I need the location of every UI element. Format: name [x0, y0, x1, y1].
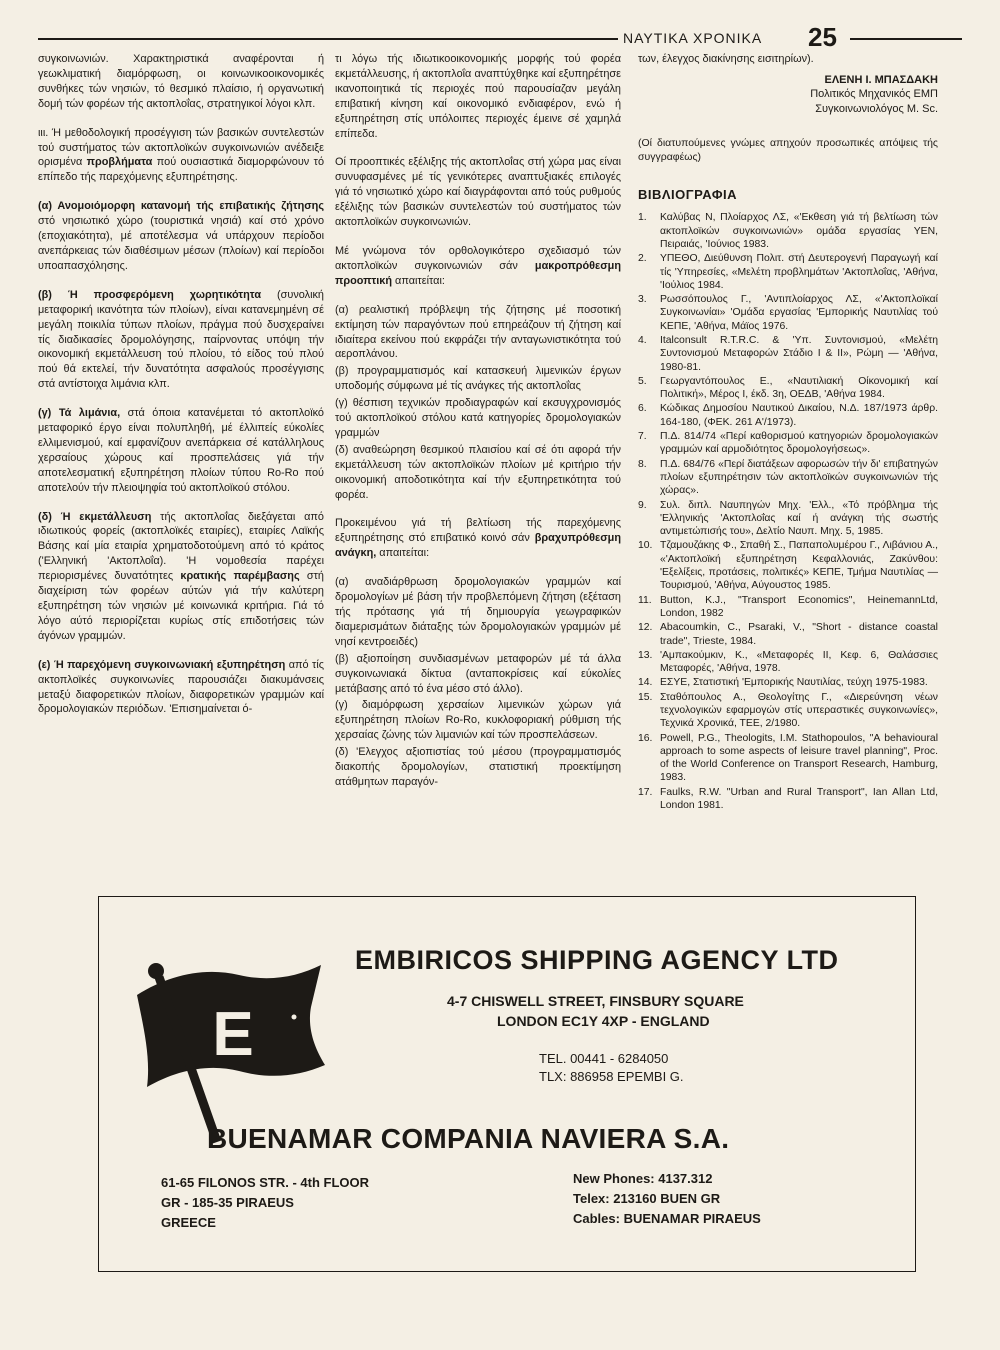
company-name-embiricos: EMBIRICOS SHIPPING AGENCY LTD — [355, 945, 839, 975]
bibliography-text: ΥΠΕΘΟ, Διεύθυνση Πολιτ. στή Δευτερογενή Παραγωγή καί τίς 'Υπηρεσίες, «Μελέτη προβλημάτων 'Ακτοπλοΐας, 'Αθήνα, 'Ιούλιος 1984. — [660, 253, 938, 291]
author-signature — [638, 73, 938, 117]
bibliography-number: 9. — [638, 499, 647, 511]
advertisement — [98, 896, 916, 1272]
bibliography-text: Ρωσσόπουλος Γ., 'Αντιπλοίαρχος ΛΣ, «'Ακτοπλοϊκαί Συγκοινωνίαι» 'Ομάδα εργασίας 'Εμπορικής Ναυτιλίας τού ΚΕΠΕ, 'Αθήνα, Μάϊος 1976. — [660, 294, 938, 332]
bibliography-item — [638, 402, 938, 429]
bibliography-number: 1. — [638, 212, 647, 224]
list-item: (δ) 'Ελεγχος αξιοπιστίας τού μέσου (προγραμματισμός διακοπής δρομολογίων, στατιστική προεκτίμηση ατάθμητων παραγόν- — [335, 746, 621, 788]
bibliography-item — [638, 499, 938, 539]
list-item: (α) αναδιάρθρωση δρομολογιακών γραμμών καί δρομολογίων μέ βάση τήν προβλεπόμενη ζήτηση (εξέταση τής πρότασης γιά τή δημιουργία γεωγραφικών διαμερισμάτων διάταξης τών δρομολογιακών γραμμών μέ νησί κεντροειδές) — [335, 576, 621, 648]
bibliography-item — [638, 430, 938, 457]
bibliography-number: 8. — [638, 458, 647, 470]
telephone: TEL. 00441 - 6284050 — [539, 1051, 669, 1066]
bibliography-text: 'Αμπακούμκιν, Κ., «Μεταφορές ΙΙ, Κεφ. 6, Θαλάσσιες Μεταφορές, 'Αθήνα, 1978. — [660, 649, 938, 675]
bibliography-item — [638, 621, 938, 648]
bibliography-number: 12. — [638, 622, 653, 634]
list-item: (β) αξιοποίηση συνδιασμένων μεταφορών μέ τά άλλα συγκοινωνιακά δίκτυα (ανταποκρίσεις καί εύκολίες μετάβασης από τό ένα μέσο στό άλλο). — [335, 652, 621, 695]
article-column-1 — [38, 52, 324, 731]
bibliography-text: Γεωργαντόπουλος Ε., «Ναυτιλιακή Οίκονομική καί Πολιτική», Μέρος Ι, έκδ. 3η, ΟΕΔΒ, 'Αθήνα 1984. — [660, 375, 938, 401]
list-item: (β) προγραμματισμός καί κατασκευή λιμενικών έργων υποδομής σύμφωνα μέ τίς ανάγκες τής ακτοπλοΐας — [335, 365, 621, 393]
cables: Cables: BUENAMAR PIRAEUS — [573, 1211, 761, 1226]
bibliography-text: Τζαμουζάκης Φ., Σπαθή Σ., Παπαπολυμέρου Γ., Λιβάνιου Α., «'Ακτοπλοϊκή εξυπηρέτηση Κεφαλλονιάς, Ζακύνθου: 'Εξελίξεις, προτάσεις, πολιτικές» ΚΕΠΕ, Τμήμα Ναυτιλίας — Τουρισμού, 'Αθήνα, Αύγουστος 1985. — [660, 540, 938, 592]
paragraph: ιιι. Ή μεθοδολογική προσέγγιση τών βασικών συντελεστών τού συστήματος τών ακτοπλοϊκών συγκοινωνιών ανέδειξε ορισμένα προβλήματα πού ουσιαστικά διαμορφώνουν τό επίπεδο τής παρεχόμενης εξυπηρέτησης. — [38, 126, 324, 184]
bibliography-item — [638, 732, 938, 785]
bibliography-number: 4. — [638, 334, 647, 346]
bibliography-item — [638, 676, 938, 689]
address-line: 61-65 FILONOS STR. - 4th FLOOR — [161, 1175, 370, 1190]
paragraph: των, έλεγχος διακίνησης εισιτηρίων). — [638, 53, 814, 65]
bibliography-item — [638, 211, 938, 251]
bibliography-item — [638, 649, 938, 676]
bibliography-item — [638, 786, 938, 813]
paragraph: (β) Ή προσφερόμενη χωρητικότητα (συνολική μεταφορική ικανότητα τών πλοίων), είναι κατανεμημένη σέ μεγάλη ποικιλία τύπων πλοίων, πράγμα πού δυσχεραίνει τίς διαδικασίες δρομολόγησης, παίρνοντας υπόψη τήν οικονομική εκμετάλλευση τού πλοίου, τό είδος τού πλού πού θά εκτελεί, τήν δυνατότητα ασφαλούς προσέγγισης στά αντίστοιχα λιμάνια κλπ. — [38, 288, 324, 391]
bibliography-item — [638, 594, 938, 621]
paragraph: (α) Ανομοιόμορφη κατανομή τής επιβατικής ζήτησης στό νησιωτικό χώρο (τουριστικά νησιά) καί στό χρόνο (εποχιακότητα), μέ αποτέλεσμα νά υπάρχουν περίοδοι ανεπάρκειας τών διαθέσιμων μέσων (πλοίων) καί περίοδοι υποαπασχόλησης. — [38, 200, 324, 272]
author-title: Συγκοινωνιολόγος M. Sc. — [815, 102, 938, 115]
bibliography-number: 13. — [638, 649, 653, 661]
bibliography-item — [638, 691, 938, 731]
paragraph: (ε) Ή παρεχόμενη συγκοινωνιακή εξυπηρέτηση από τίς ακτοπλοϊκές συγκοινωνίες παρουσιάζει διακυμάνσεις μεταξύ διαφορετικών πλοίων, διαφορετικών γραμμών καί δρομολογιακών περιόδων. 'Επισημαίνεται ό- — [38, 658, 325, 716]
address-line: GR - 185-35 PIRAEUS — [161, 1195, 294, 1210]
bibliography-number: 14. — [638, 677, 653, 689]
bibliography-text: Σταθόπουλος Α., Θεολογίτης Γ., «Διερεύνηση νέων τεχνολογικών εφαρμογών στίς υπεραστικές συγκοινωνίες», Τεχνικά Χρονικά, ΤΕΕ, 2/1980. — [660, 691, 938, 730]
paragraph: Μέ γνώμονα τόν ορθολογικότερο σχεδιασμό τών ακτοπλοϊκών συγκοινωνιών σάν μακροπρόθεσμη προοπτική απαιτείται: — [335, 244, 621, 287]
bibliography-number: 10. — [638, 540, 653, 552]
bibliography-number: 3. — [638, 294, 647, 306]
header-rule-left — [38, 38, 618, 40]
bibliography-item — [638, 293, 938, 333]
bibliography-number: 5. — [638, 375, 647, 387]
author-name: ΕΛΕΝΗ Ι. ΜΠΑΣΔΑΚΗ — [824, 73, 938, 86]
bibliography-item — [638, 539, 938, 592]
bibliography-heading: ΒΙΒΛΙΟΓΡΑΦΙΑ — [638, 187, 738, 203]
author-title: Πολιτικός Μηχανικός ΕΜΠ — [810, 88, 938, 101]
list-item: (γ) διαμόρφωση χερσαίων λιμενικών χώρων γιά εξυπηρέτηση πλοίων Ro-Ro, κυκλοφοριακή ρύθμιση τής χερσαίας ζώνης τών λιμανιών καί τών προσπελάσεων. — [335, 699, 621, 742]
bibliography-item — [638, 334, 938, 374]
bibliography-text: Powell, P.G., Theologits, I.M. Stathopoulos, "A behavioural approach to some aspects of leisure travel planning", Proc. of the World Conference on Transport Research, Hamburg, 1983. — [660, 732, 938, 784]
address-line: LONDON EC1Y 4XP - ENGLAND — [497, 1013, 710, 1029]
paragraph: Οί προοπτικές εξέλιξης τής ακτοπλοΐας στή χώρα μας είναι συνυφασμένες μέ τίς γενικότερες αναπτυξιακές επιλογές γιά τό νησιωτικό χώρο καί διαγράφονται από τούς ρυθμούς εξέλιξης τών βασικών συντελεστών τού συστήματος τών ακτοπλοϊκών συγκοινωνιών. — [335, 156, 621, 229]
bibliography-text: Button, K.J., "Transport Economics", HeinemannLtd, London, 1982 — [660, 594, 938, 619]
bibliography-text: Faulks, R.W. "Urban and Rural Transport", Ian Allan Ltd, London 1981. — [660, 786, 938, 812]
list-item: (α) ρεαλιστική πρόβλεψη τής ζήτησης μέ ποσοτική εκτίμηση τών παραγόντων πού επηρεάζουν τή ζήτηση καί ιδιαίτερα εκείνου πού εκφράζει τήν ανταγωνιστικότητα τού αεροπλάνου. — [335, 303, 621, 361]
address-line: 4-7 CHISWELL STREET, FINSBURY SQUARE — [447, 993, 744, 1009]
address-line: GREECE — [161, 1215, 216, 1230]
bibliography-text: ΕΣΥΕ, Στατιστική 'Εμπορικής Ναυτιλίας, τεύχη 1975-1983. — [660, 677, 928, 689]
bibliography-text: Π.Δ. 684/76 «Περί διατάξεων αφορωσών τήν δι' επιβατηγών πλοίων εξυπηρέτησιν τών ακτοπλοϊκών συγκοινωνιών τής χώρας». — [660, 458, 938, 497]
bibliography-number: 6. — [638, 403, 647, 415]
bibliography-list — [638, 211, 938, 812]
bibliography-item — [638, 252, 938, 292]
list-item: (γ) θέσπιση τεχνικών προδιαγραφών καί εκσυγχρονισμός τού ακτοπλοϊκού στόλου κατά κατηγορίες δρομολογιακών γραμμών — [335, 397, 621, 439]
company-name-buenamar: BUENAMAR COMPANIA NAVIERA S.A. — [207, 1123, 730, 1154]
list-item: (δ) αναθεώρηση θεσμικού πλαισίου καί σέ ότι αφορά τήν εκμετάλλευση τών ακτοπλοϊκών πλοίων μέ κριτήριο τήν οικονομική αποδοτικότητα καί τήν εξυπηρετικότητα τού φορέα. — [335, 443, 621, 501]
bibliography-text: Π.Δ. 814/74 «Περί καθορισμού κατηγοριών δρομολογιακών γραμμών καί αρμοδιότητος δρομολογήσεως». — [660, 431, 938, 456]
article-column-3 — [638, 52, 938, 813]
flag-letter: E — [212, 1000, 254, 1069]
disclaimer-note: (Οί διατυπούμενες γνώμες απηχούν προσωπικές απόψεις τής συγγραφέως) — [638, 137, 938, 164]
page-number: 25 — [808, 22, 837, 52]
telex: Telex: 213160 BUEN GR — [573, 1191, 721, 1206]
magazine-title: ΝΑΥΤΙΚΑ ΧΡΟΝΙΚΑ — [623, 30, 763, 46]
bibliography-text: Καλύβας Ν, Πλοίαρχος ΛΣ, «'Εκθεση γιά τή βελτίωση τών ακτοπλοϊκών συγκοινωνιών» ομάδα εργασίας ΥΕΝ, Πειραιάς, 'Ιούνιος 1983. — [660, 212, 938, 250]
bibliography-number: 7. — [638, 431, 647, 443]
bibliography-text: Abacoumkin, C., Psaraki, V., "Short - distance coastal trade", Trieste, 1984. — [660, 622, 938, 647]
header-rule-right — [850, 38, 962, 40]
paragraph: (δ) Ή εκμετάλλευση τής ακτοπλοΐας διεξάγεται από ιδιωτικούς φορείς (ακτοπλοϊκές εταιρίες), εταιρίες Λαϊκής Βάσης καί μία εταιρία χρηματοδοτούμενη από τό κράτος ('Ελληνική 'Ακτοπλοΐα). 'Η νομοθεσία παρέχει περιορισμένες δυνατότητες κρατικής παρέμβασης στή διαχείριση τών φορέων αύτών γιά τήν καλύτερη εξυπηρέτηση τών νησιών μέ κοινωνικά κριτήρια. Γιά τό λόγο αύτό περιορίζεται κυρίως στίς επιδοτήσεις τών άγόνων γραμμών. — [38, 510, 324, 642]
bibliography-number: 15. — [638, 691, 653, 703]
paragraph: τι λόγω τής ιδιωτικοοικονομικής μορφής τού φορέα εκμετάλλευσης, ή ακτοπλοΐα αναπτύχθηκε καί εξυπηρέτησε ικανοποιητικά τίς περιοχές πού παρουσίαζαν μεγάλη επιβατική κίνηση καί οικονομικό ενδιαφέρον, ενώ ή εξυπηρέτηση στίς υπόλοιπες περιοχές έμεινε σέ χαμηλά επίπεδα. — [335, 53, 621, 140]
telex: TLX: 886958 EPEMBI G. — [539, 1069, 684, 1084]
bibliography-text: Italconsult R.T.R.C. & 'Υπ. Συντονισμού, «Μελέτη Συντονισμού Μεταφορών Στάδιο Ι & ΙΙ», Ρώμη — 'Αθήνα, 1980-81. — [660, 334, 938, 373]
phone-numbers: New Phones: 4137.312 — [573, 1171, 713, 1186]
article-column-2 — [335, 52, 621, 804]
bibliography-item — [638, 458, 938, 498]
paragraph: (γ) Τά λιμάνια, στά όποια κατανέμεται τό ακτοπλοϊκό μεταφορικό έργο είναι πολυπληθή, μέ έλλιπείς εύκολίες ελλιμενισμού, καί εμφανίζουν ανεπάρκεια σέ κατάλληλους χερσαίους χώρους καί προσπελάσεις γιά τήν αποτελεσματική εξυπηρέτηση πλοίων τύπου Ro-Ro πού αποτελούν τήν πλειοψηφία τού ακτοπλοϊκού στόλου. — [38, 407, 324, 494]
bibliography-item — [638, 375, 938, 402]
bibliography-text: Κώδικας Δημοσίου Ναυτικού Δικαίου, Ν.Δ. 187/1973 άρθρ. 164-180, (ΦΕΚ. 261 Α'/1973). — [660, 403, 938, 428]
paragraph: συγκοινωνιών. Χαρακτηριστικά αναφέρονται ή γεωκλιματική διαμόρφωση, οι κοινωνικοοικονομικές συνθήκες τών νησιών, τό θεσμικό πλαίσιο, ή οργανωτική δομή τών φορέων τής ακτοπλοΐας, στρατηγικοί λόγοι κλπ. — [38, 53, 324, 110]
bibliography-text: Συλ. διπλ. Ναυπηγών Μηχ. 'Ελλ., «Τό πρόβλημα τής 'Ελληνικής 'Ακτοπλοΐας καί ή ανάγκη τής σωστής αντιμετώπισής του», Δελτίο Ναυπ. Μηχ. 5, 1985. — [660, 499, 938, 538]
bibliography-number: 17. — [638, 786, 653, 798]
bibliography-number: 2. — [638, 253, 647, 265]
bibliography-number: 11. — [638, 594, 652, 606]
bibliography-number: 16. — [638, 732, 653, 744]
paragraph: Προκειμένου γιά τή βελτίωση τής παρεχόμενης εξυπηρέτησης στό επιβατικό κοινό σάν βραχυπρόθεσμη ανάγκη, απαιτείται: — [335, 517, 621, 560]
flag-logo-icon — [129, 937, 329, 1147]
